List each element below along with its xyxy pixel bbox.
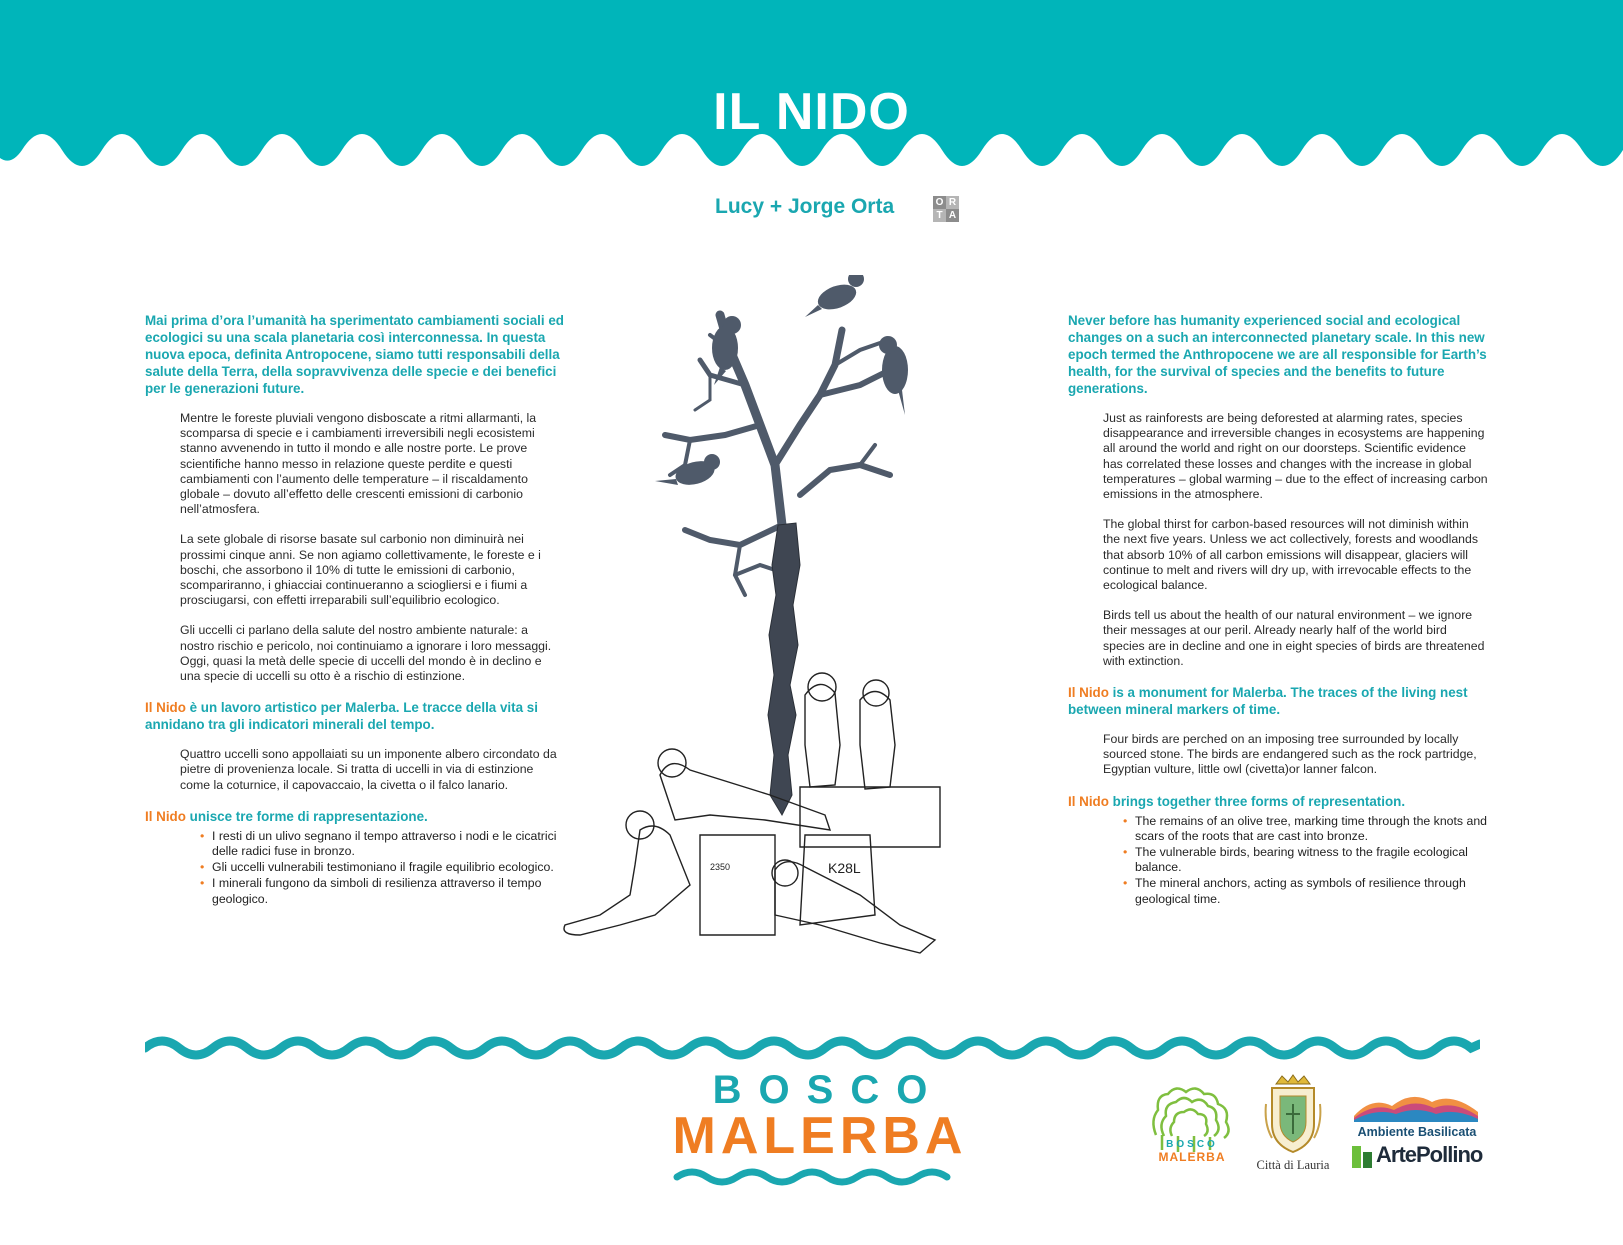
subheading-text: unisce tre forme di rappresentazione. <box>185 808 428 824</box>
italian-paragraph: Quattro uccelli sono appollaiati su un imponente albero circondato da pietre di provenienza locale. Si tratta di uccelli in via di estinzione come la coturnice, il capovaccaio, la civetta o il falco lanario. <box>180 747 557 792</box>
subheading-text: è un lavoro artistico per Malerba. Le tracce della vita si annidano tra gli indicatori minerali del tempo. <box>145 700 538 733</box>
subheading-text: is a monument for Malerba. The traces of the living nest between mineral markers of time. <box>1068 685 1468 718</box>
orta-letter: R <box>946 196 959 209</box>
subheading-accent: Il Nido <box>1068 793 1109 809</box>
subheading-text: brings together three forms of representation. <box>1108 793 1406 809</box>
tree-illustration <box>560 275 990 995</box>
italian-bullet-list <box>200 829 565 907</box>
bird-icon <box>879 336 908 415</box>
stone-label: K28L <box>828 860 861 876</box>
malerba-wave-icon <box>672 1165 952 1187</box>
seated-figures-icon <box>564 673 940 953</box>
list-item: • I resti di un ulivo segnano il tempo attraverso i nodi e le cicatrici delle radici fuse in bronzo. <box>200 829 565 859</box>
page-title: IL NIDO <box>713 83 910 141</box>
list-item: • Gli uccelli vulnerabili testimoniano il fragile equilibrio ecologico. <box>200 860 565 875</box>
english-paragraph: Four birds are perched on an imposing tree surrounded by locally sourced stone. The birds are endangered such as the rock partridge, Egyptian vulture, little owl (civetta)or lanner falcon. <box>1103 732 1477 777</box>
artepollino-mark-icon <box>1352 1146 1374 1168</box>
footer-wave-divider <box>145 1030 1480 1060</box>
english-subheading <box>1068 684 1488 718</box>
italian-subheading <box>145 699 565 733</box>
lauria-label: Città di Lauria <box>1256 1158 1330 1172</box>
italian-subheading <box>145 808 565 825</box>
artepollino-logo <box>1352 1142 1482 1172</box>
orta-letter: T <box>933 209 946 222</box>
ambiente-basilicata-logo-icon <box>1352 1088 1480 1122</box>
subheading-accent: Il Nido <box>145 700 186 716</box>
list-item: • The vulnerable birds, bearing witness to the fragile ecological balance. <box>1123 845 1488 875</box>
list-item: • The remains of an olive tree, marking time through the knots and scars of the roots that are cast into bronze. <box>1123 814 1488 844</box>
stone-trunk-icon <box>768 523 800 815</box>
english-paragraph: Just as rainforests are being deforested at alarming rates, species disappearance and irreversible changes in ecosystems are happening all around the world and right on our doorsteps. Scientific evidence has correlated these losses and changes with the increase in global temperatures – global warming – due to the effect of increasing carbon emissions in the atmosphere. <box>1103 411 1488 502</box>
italian-paragraph: La sete globale di risorse basate sul carbonio non diminuirà nei prossimi cinque anni. Se non agiamo collettivamente, le foreste e i boschi, che assorbono il 10% di tutte le emissioni di carbonio, scompariranno, i ghiacciai continueranno a sciogliersi e i fiumi a prosciugarsi, con effetti irreparabili sull’equilibrio ecologico. <box>180 532 541 608</box>
subheading-accent: Il Nido <box>1068 685 1109 701</box>
english-lead: Never before has humanity experienced social and ecological changes on a such an interconnected planetary scale. In this new epoch termed the Anthropocene we are all responsible for Earth’s health, for the survival of species and the benefits to future generations. <box>1068 313 1487 396</box>
italian-paragraph: Gli uccelli ci parlano della salute del nostro ambiente naturale: a nostro rischio e pericolo, noi continuiamo a ignorare i loro messaggi. Oggi, quasi la metà delle specie di uccelli del mondo è in declino e una specie di uccelli su otto è a rischio di estinzione. <box>180 623 552 684</box>
basilicata-label: Ambiente Basilicata <box>1357 1125 1477 1139</box>
logo-bosco-word: BOSCO <box>1166 1139 1218 1150</box>
artist-credit: Lucy + Jorge Orta <box>715 195 895 218</box>
orta-letter: O <box>933 196 946 209</box>
list-item: • The mineral anchors, acting as symbols of resilience through geological time. <box>1123 876 1488 906</box>
lauria-crest-icon <box>1262 1074 1324 1156</box>
italian-paragraph: Mentre le foreste pluviali vengono disboscate a ritmi allarmanti, la scomparsa di specie e i cambiamenti irreversibili negli ecosistemi stanno avvenendo in tutto il mondo e alle nostre porte. Le prove scientifiche hanno messo in relazione queste perdite e questi cambiamenti con l’aumento delle temperature – il riscaldamento globale – dovuto all’effetto delle crescenti emissioni di carbonio nell’atmosfera. <box>180 411 537 517</box>
malerba-title: MALERBA <box>672 1107 968 1165</box>
english-paragraph: The global thirst for carbon-based resources will not diminish within the next five years. Unless we act collectively, forests and woodlands that absorb 10% of all carbon emissions will disappear, glaciers will continue to melt and rivers will dry up, with irrevocable effects to the ecological balance. <box>1103 517 1479 593</box>
stone-label: 2350 <box>710 862 731 872</box>
english-column <box>1068 312 1488 908</box>
orta-letter: A <box>946 209 959 222</box>
logo-malerba-word: MALERBA <box>1158 1150 1226 1164</box>
bird-icon <box>805 275 864 317</box>
english-bullet-list <box>1123 814 1488 907</box>
english-paragraph: Birds tell us about the health of our natural environment – we ignore their messages at our peril. Already nearly half of the world bird species are in decline and one in eight species of birds are threatened with extinction. <box>1103 608 1485 668</box>
italian-lead: Mai prima d’ora l’umanità ha sperimentato cambiamenti sociali ed ecologici su una scala planetaria così interconnessa. In questa nuova epoca, definita Antropocene, siamo tutti responsabili della salute della Terra, della sopravvivenza delle specie e dei benefici per le generazioni future. <box>145 313 564 396</box>
bosco-title: BOSCO <box>712 1068 945 1112</box>
artepollino-label: ArtePollino <box>1376 1142 1483 1167</box>
list-item: • I minerali fungono da simboli di resilienza attraverso il tempo geologico. <box>200 876 565 906</box>
orta-logo <box>933 196 959 222</box>
italian-column <box>145 312 565 908</box>
english-subheading <box>1068 793 1488 810</box>
subheading-accent: Il Nido <box>145 808 186 824</box>
